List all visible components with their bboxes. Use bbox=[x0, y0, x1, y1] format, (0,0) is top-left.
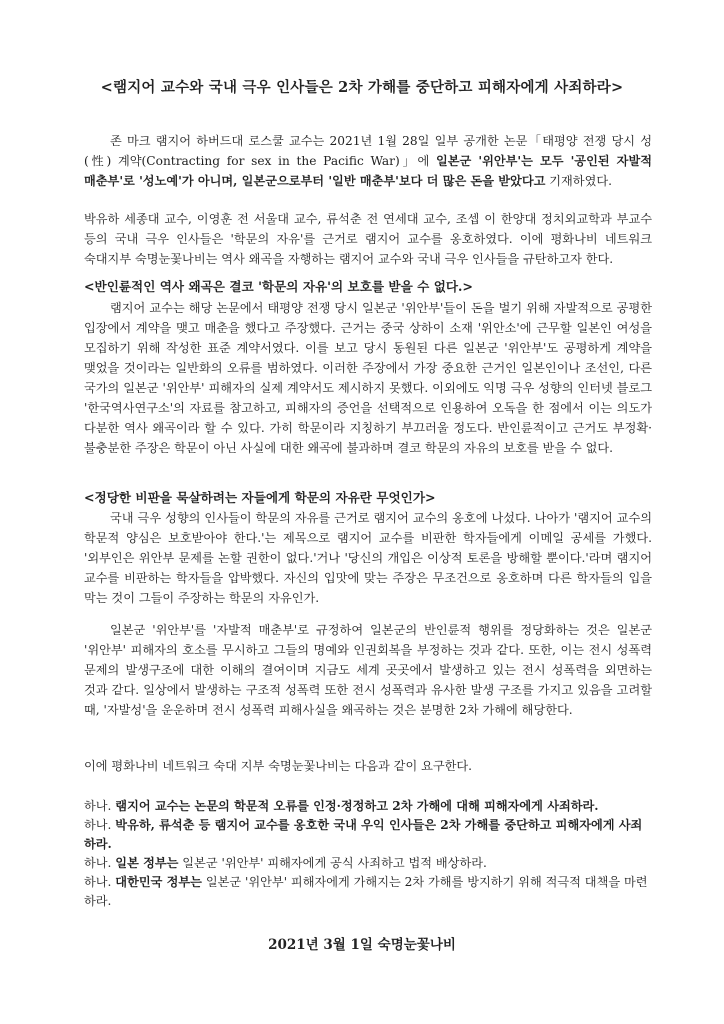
intro-paragraph-2: 박유하 세종대 교수, 이영훈 전 서울대 교수, 류석춘 전 연세대 교수, 조셉 이 한양대 정치외교학과 부교수 등의 국내 극우 인사들은 '학문의 자유'를 근거로 램지어 교수를 옹호하였다. 이에 평화나비 네트워크 숙대지부 숙명눈꽃나비는 역사 왜곡을 자행하는 램지어 교수와 국내 극우 인사들을 규탄하고자 한다. bbox=[84, 212, 652, 266]
section2-body-1: 국내 극우 성향의 인사들이 학문의 자유를 근거로 램지어 교수의 옹호에 나섰다. 나아가 '램지어 교수의 학문적 양심은 보호받아야 한다.'는 제목으로 램지어 교수를 비판한 학자들에게 이메일 공세를 가했다. '외부인은 위안부 문제를 논할 권한이 없다.'거나 '당신의 개입은 이상적 토론을 방해할 뿐이다.'라며 램지어 교수를 비판하는 학자들을 압박했다. 자신의 입맛에 맞는 주장은 무조건으로 옹호하며 다른 학자들의 입을 막는 것이 그들이 주장하는 학문의 자유인가. bbox=[84, 511, 652, 605]
intro-text-end: 기재하였다. bbox=[545, 174, 612, 188]
document-title: <램지어 교수와 국내 극우 인사들은 2차 가해를 중단하고 피해자에게 사죄하라> bbox=[100, 79, 624, 96]
demand-bold: 일본 정부는 bbox=[115, 856, 179, 870]
intro-paragraph-1 bbox=[84, 131, 652, 191]
demand-prefix: 하나. bbox=[84, 875, 116, 889]
intro-text: 존 마크 램지어 하버드대 로스쿨 교수는 2021년 1월 28일 일부 공개한 논문「태평양 전쟁 당시 성(性) 계약(Contracting for sex in the Pacific War)」에 bbox=[84, 134, 652, 168]
demand-bold: 대한민국 정부는 bbox=[115, 875, 202, 889]
demand-bold: 박유하, 류석춘 등 램지어 교수를 옹호한 국내 우익 인사들은 2차 가해를 중단하고 피해자에게 사죄하라. bbox=[84, 818, 643, 851]
request-intro: 이에 평화나비 네트워크 숙대 지부 숙명눈꽃나비는 다음과 같이 요구한다. bbox=[84, 759, 473, 773]
demand-prefix: 하나. bbox=[84, 799, 116, 813]
demand-prefix: 하나. bbox=[84, 818, 116, 832]
signature-line: 2021년 3월 1일 숙명눈꽃나비 bbox=[268, 937, 456, 953]
demand-item bbox=[84, 797, 652, 816]
demand-rest: 일본군 '위안부' 피해자에게 공식 사죄하고 법적 배상하라. bbox=[178, 856, 487, 870]
demand-list bbox=[84, 797, 652, 911]
demand-bold: 램지어 교수는 논문의 학문적 오류를 인정·정정하고 2차 가해에 대해 피해자에게 사죄하라. bbox=[115, 799, 599, 813]
demand-item bbox=[84, 854, 652, 873]
section2-heading: <정당한 비판을 묵살하려는 자들에게 학문의 자유란 무엇인가> bbox=[84, 490, 436, 505]
section1-heading: <반인륜적인 역사 왜곡은 결코 '학문의 자유'의 보호를 받을 수 없다.> bbox=[84, 279, 473, 294]
demand-item bbox=[84, 873, 652, 911]
section1-body: 램지어 교수는 해당 논문에서 태평양 전쟁 당시 일본군 '위안부'들이 돈을 벌기 위해 자발적으로 공평한 입장에서 계약을 맺고 매춘을 했다고 주장했다. 근거는 중국 상하이 소재 '위안소'에 근무할 일본인 여성을 모집하기 위해 작성한 표준 계약서였다. 이를 보고 당시 동원된 다른 일본군 '위안부'도 공평하게 계약을 맺었을 것이라는 일반화의 오류를 범하였다. 이러한 주장에서 가장 중요한 근거인 일본인이나 조선인, 다른 국가의 일본군 '위안부' 피해자의 실제 계약서도 제시하지 못했다. 이외에도 익명 극우 성향의 인터넷 블로그 '한국역사연구소'의 자료를 참고하고, 피해자의 증언을 선택적으로 인용하여 오독을 한 점에서 이는 의도가 다분한 역사 왜곡이라 할 수 있다. 가히 학문이라 지칭하기 부끄러울 정도다. 반인륜적이고 근거도 부정확·불충분한 주장은 학문이 아닌 사실에 대한 왜곡에 불과하며 결코 학문의 자유의 보호를 받을 수 없다. bbox=[84, 301, 652, 455]
demand-rest: 일본군 '위안부' 피해자에게 가해지는 2차 가해를 방지하기 위해 적극적 대책을 마련하라. bbox=[84, 875, 648, 908]
demand-prefix: 하나. bbox=[84, 856, 116, 870]
section2-body-2: 일본군 '위안부'를 '자발적 매춘부'로 규정하여 일본군의 반인륜적 행위를 정당화하는 것은 일본군 '위안부' 피해자의 호소를 무시하고 그들의 명예와 인권회복을 부정하는 것과 같다. 또한, 이는 전시 성폭력 문제의 발생구조에 대한 이해의 결여이며 지금도 세계 곳곳에서 발생하고 있는 전시 성폭력을 외면하는 것과 같다. 일상에서 발생하는 구조적 성폭력 또한 전시 성폭력과 유사한 발생 구조를 가지고 있음을 고려할 때, '자발성'을 운운하며 전시 성폭력 피해사실을 왜곡하는 것은 분명한 2차 가해에 해당한다. bbox=[84, 623, 652, 717]
intro-emphasis: 일본군 '위안부'는 모두 '공인된 자발적 매춘부'로 '성노예'가 아니며, 일본군으로부터 '일반 매춘부'보다 더 많은 돈을 받았다고 bbox=[84, 154, 652, 188]
demand-item bbox=[84, 816, 652, 854]
